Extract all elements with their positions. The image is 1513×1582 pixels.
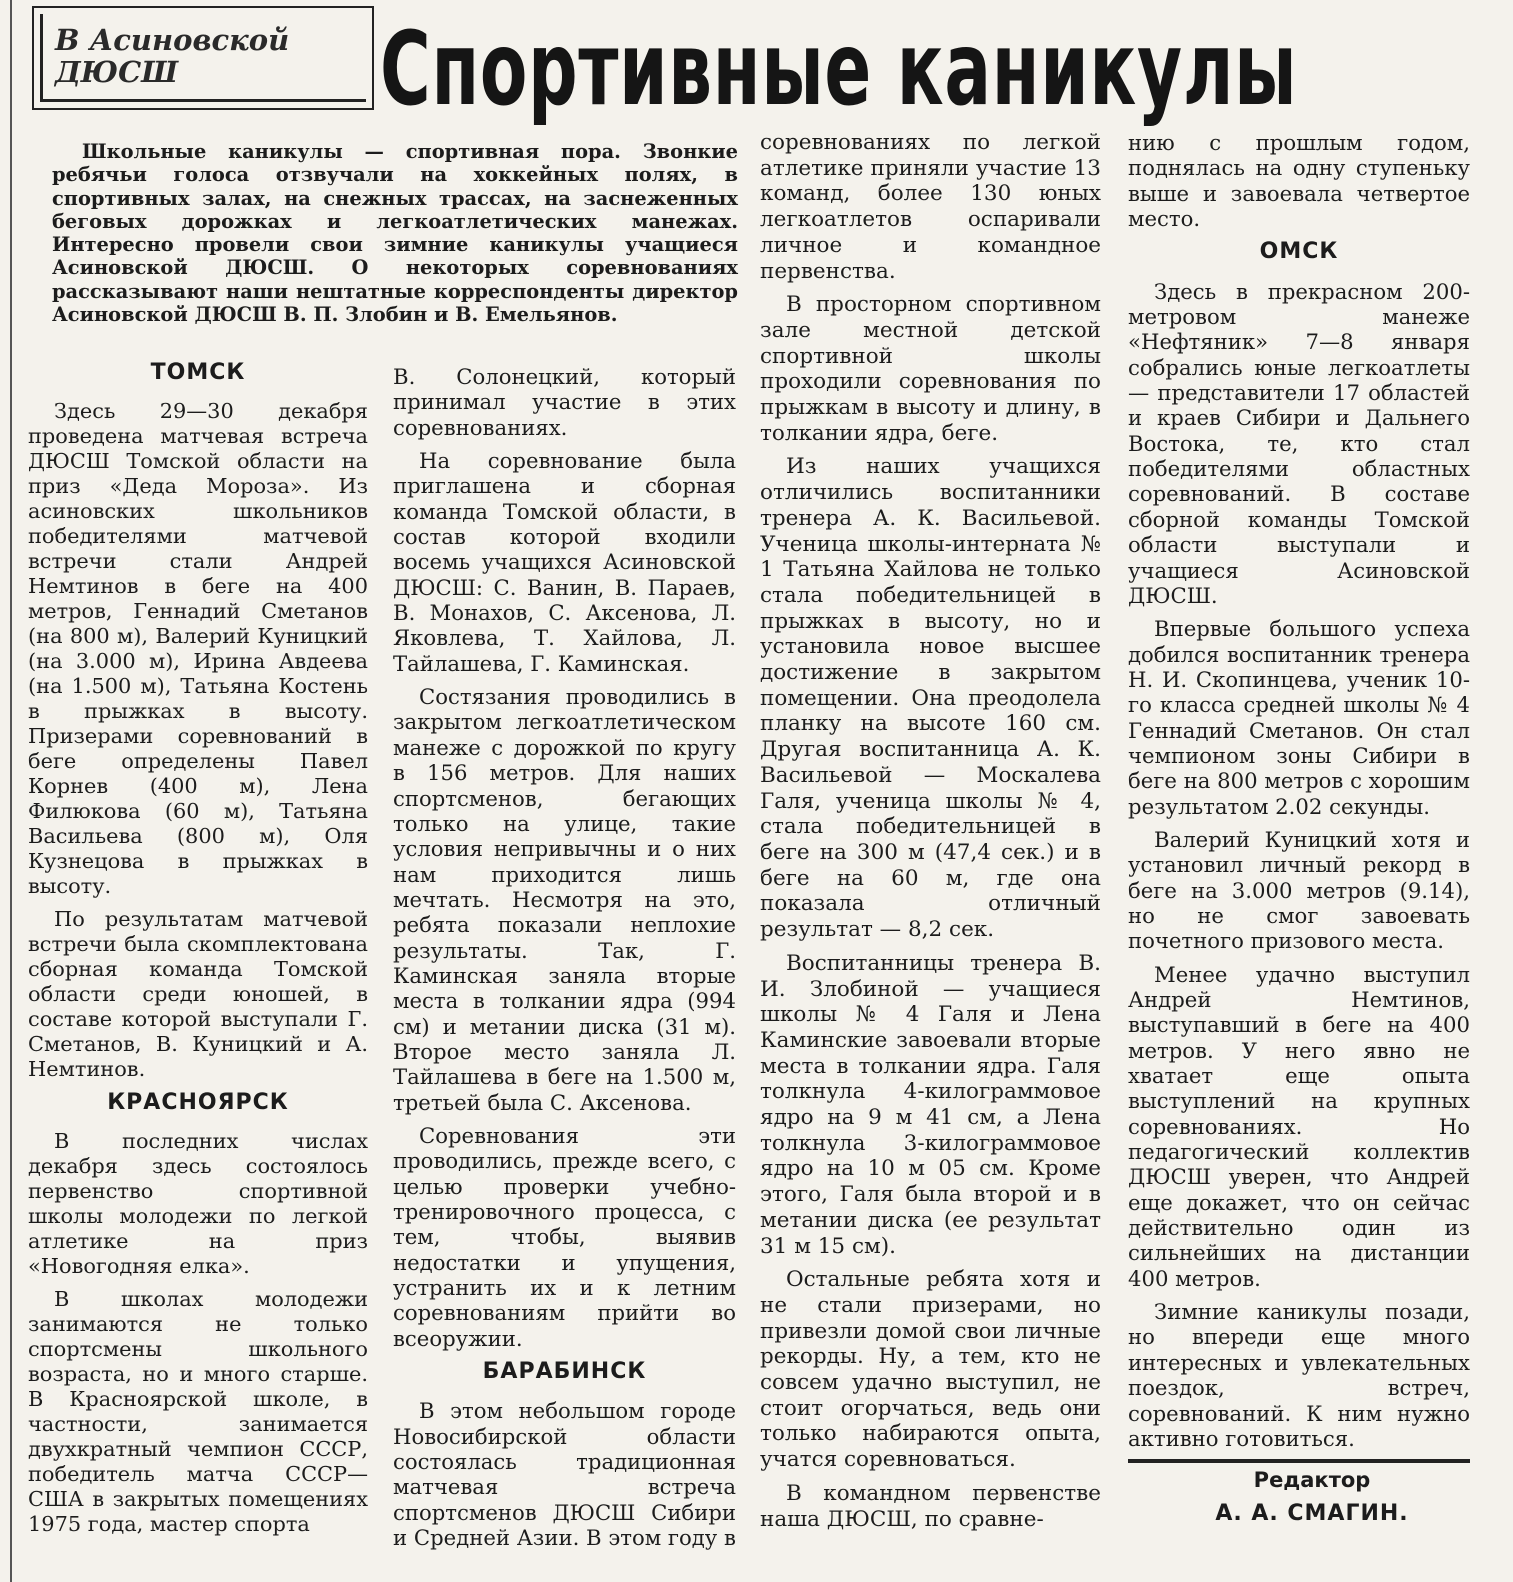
paragraph: Соревнования эти проводились, прежде всего, с целью проверки учебно-тренировочного процесса, с тем, чтобы, выявив недостатки и упущения, устранить их и к летним соревнованиям прийти во всеоружии. [393,1122,736,1351]
paragraph: Здесь в прекрасном 200-метровом манеже «Нефтяник» 7—8 января собрались юные легкоатлеты — представители 17 областей и краев Сибири и Дальнего Востока, те, кто стал победителями областных соревнований. В составе сборной команды Томской области выступали и учащиеся Асиновской ДЮСШ. [1128,278,1470,608]
column-3 [760,130,1101,1540]
paragraph: Состязания проводились в закрытом легкоатлетическом манеже с дорожкой по кругу в 156 метров. Для наших спортсменов, бегающих только на улице, такие условия непривычны и о них нам приходится лишь мечтать. Несмотря на это, ребята показали неплохие результаты. Так, Г. Каминская заняла вторые места в толкании ядра (994 см) и метании диска (31 м). Второе место заняла Л. Тайлашева в беге на 1.500 м, третьей была С. Аксенова. [393,684,736,1115]
paragraph: Здесь 29—30 декабря проведена матчевая встреча ДЮСШ Томской области на приз «Деда Мороза». Из асиновских школьников победителями матчевой встречи стали Андрей Немтинов в беге на 400 метров, Геннадий Сметанов (на 800 м), Валерий Куницкий (на 3.000 м), Ирина Авдеева (на 1.500 м), Татьяна Костень в прыжках в высоту. Призерами соревнований в беге определены Павел Корнев (400 м), Лена Филюкова (60 м), Татьяна Васильева (800 м), Оля Кузнецова в прыжках в высоту. [28,399,368,898]
left-margin-rule [10,0,12,1582]
paragraph: В этом небольшом городе Новосибирской области состоялась традиционная матчевая встреча спортсменов ДЮСШ Сибири и Средней Азии. В этом году в [393,1398,736,1551]
section-heading-barabinsk: БАРАБИНСК [482,1359,647,1385]
paragraph: соревнованиях по легкой атлетике приняли участие 13 команд, более 130 юных легкоатлетов оспаривали личное и командное первенства. [760,130,1101,284]
rubric-label: В Асиновской ДЮСШ [40,14,366,102]
article-headline: Спортивные каникулы [380,9,1298,129]
paragraph: В школах молодежи занимаются не только спортсмены школьного возраста, но и много старше. В Красноярской школе, в частности, занимается двухкратный чемпион СССР, победитель матча СССР—США в закрытых помещениях 1975 года, мастер спорта [28,1287,368,1536]
paragraph: Из наших учащихся отличились воспитанники тренера А. К. Васильевой. Ученица школы-интерната № 1 Татьяна Хайлова не только стала победительницей в прыжках в высоту, но и установила новое высшее достижение в закрытом помещении. Она преодолела планку на высоте 160 см. Другая воспитанница А. К. Васильевой — Москалева Галя, ученица школы № 4, стала победительницей в беге на 300 м (47,4 сек.) и в беге на 60 м, где она показала отличный результат — 8,2 сек. [760,454,1101,943]
paragraph: Менее удачно выступил Андрей Немтинов, выступавший в беге на 400 метров. У него явно не хватает еще опыта выступлений на крупных соревнованиях. Но педагогический коллектив ДЮСШ уверен, что Андрей еще докажет, что он сейчас действительно один из сильнейших на дистанции 400 метров. [1128,961,1470,1291]
editor-role: Редактор [1253,1468,1371,1493]
paragraph: На соревнование была приглашена и сборная команда Томской области, в состав которой входили восемь учащихся Асиновской ДЮСШ: С. Ванин, В. Параев, В. Монахов, С. Аксенова, Л. Яковлева, Т. Хайлова, Л. Тайлашева, Г. Каминская. [393,448,736,676]
column-2 [393,364,736,1558]
paragraph: Валерий Куницкий хотя и установил личный рекорд в беге на 3.000 метров (9.14), но не смог завоевать почетного призового места. [1128,826,1470,954]
article-lead: Школьные каникулы — спортивная пора. Звонкие ребячьи голоса отзвучали на хоккейных полях, в спортивных залах, на снежных трассах, на заснеженных беговых дорожках и легкоатлетических манежах. Интересно провели свои зимние каникулы учащиеся Асиновской ДЮСШ. О некоторых соревнованиях рассказывают наши нештатные корреспонденты директор Асиновской ДЮСШ В. П. Злобин и В. Емельянов. [52,140,738,326]
section-heading-tomsk: ТОМСК [150,360,246,385]
paragraph: В командном первенстве наша ДЮСШ, по сравне- [760,1480,1101,1532]
paragraph: Воспитанницы тренера В. И. Злобиной — учащиеся школы № 4 Галя и Лена Каминские завоевали вторые места в толкании ядра. Галя толкнула 4-килограммовое ядро на 9 м 41 см, а Лена толкнула 3-килограммовое ядро на 10 м 05 см. Кроме этого, Галя была второй и в метании диска (ее результат 31 м 15 см). [760,950,1101,1259]
paragraph: В последних числах декабря здесь состоялось первенство спортивной школы молодежи по легкой атлетике на приз «Новогодняя елка». [28,1129,368,1278]
section-heading-omsk: ОМСК [1259,239,1339,265]
paragraph: нию с прошлым годом, поднялась на одну ступеньку выше и завоевала четвертое место. [1128,130,1470,232]
column-1 [28,356,368,1545]
paragraph: Впервые большого успеха добился воспитанник тренера Н. И. Скопинцева, ученик 10-го класса средней школы № 4 Геннадий Сметанов. Он стал чемпионом зоны Сибири в беге на 800 метров с хорошим результатом 2.02 секунды. [1128,616,1470,819]
paragraph: Зимние каникулы позади, но впереди еще много интересных и увлекательных поездок, встреч, соревнований. К ним нужно активно готовиться. [1128,1299,1470,1451]
section-heading-krasnoyarsk: КРАСНОЯРСК [107,1090,289,1115]
editor-name: А. А. СМАГИН. [1215,1501,1409,1527]
paragraph: В просторном спортивном зале местной детской спортивной школы проходили соревнования по прыжкам в высоту и длину, в толкании ядра, беге. [760,292,1101,446]
rubric-box [32,6,374,110]
column-4 [1128,130,1470,1535]
signature-rule [1128,1459,1470,1463]
paragraph: По результатам матчевой встречи была скомплектована сборная команда Томской области среди юношей, в составе которой выступали Г. Сметанов, В. Куницкий и А. Немтинов. [28,907,368,1081]
paragraph: В. Солонецкий, который принимал участие в этих соревнованиях. [393,364,736,440]
paragraph: Остальные ребята хотя и не стали призерами, но привезли домой свои личные рекорды. Ну, а тем, кто не совсем удачно выступил, не стоит огорчаться, ведь они только набираются опыта, учатся соревноваться. [760,1267,1101,1473]
